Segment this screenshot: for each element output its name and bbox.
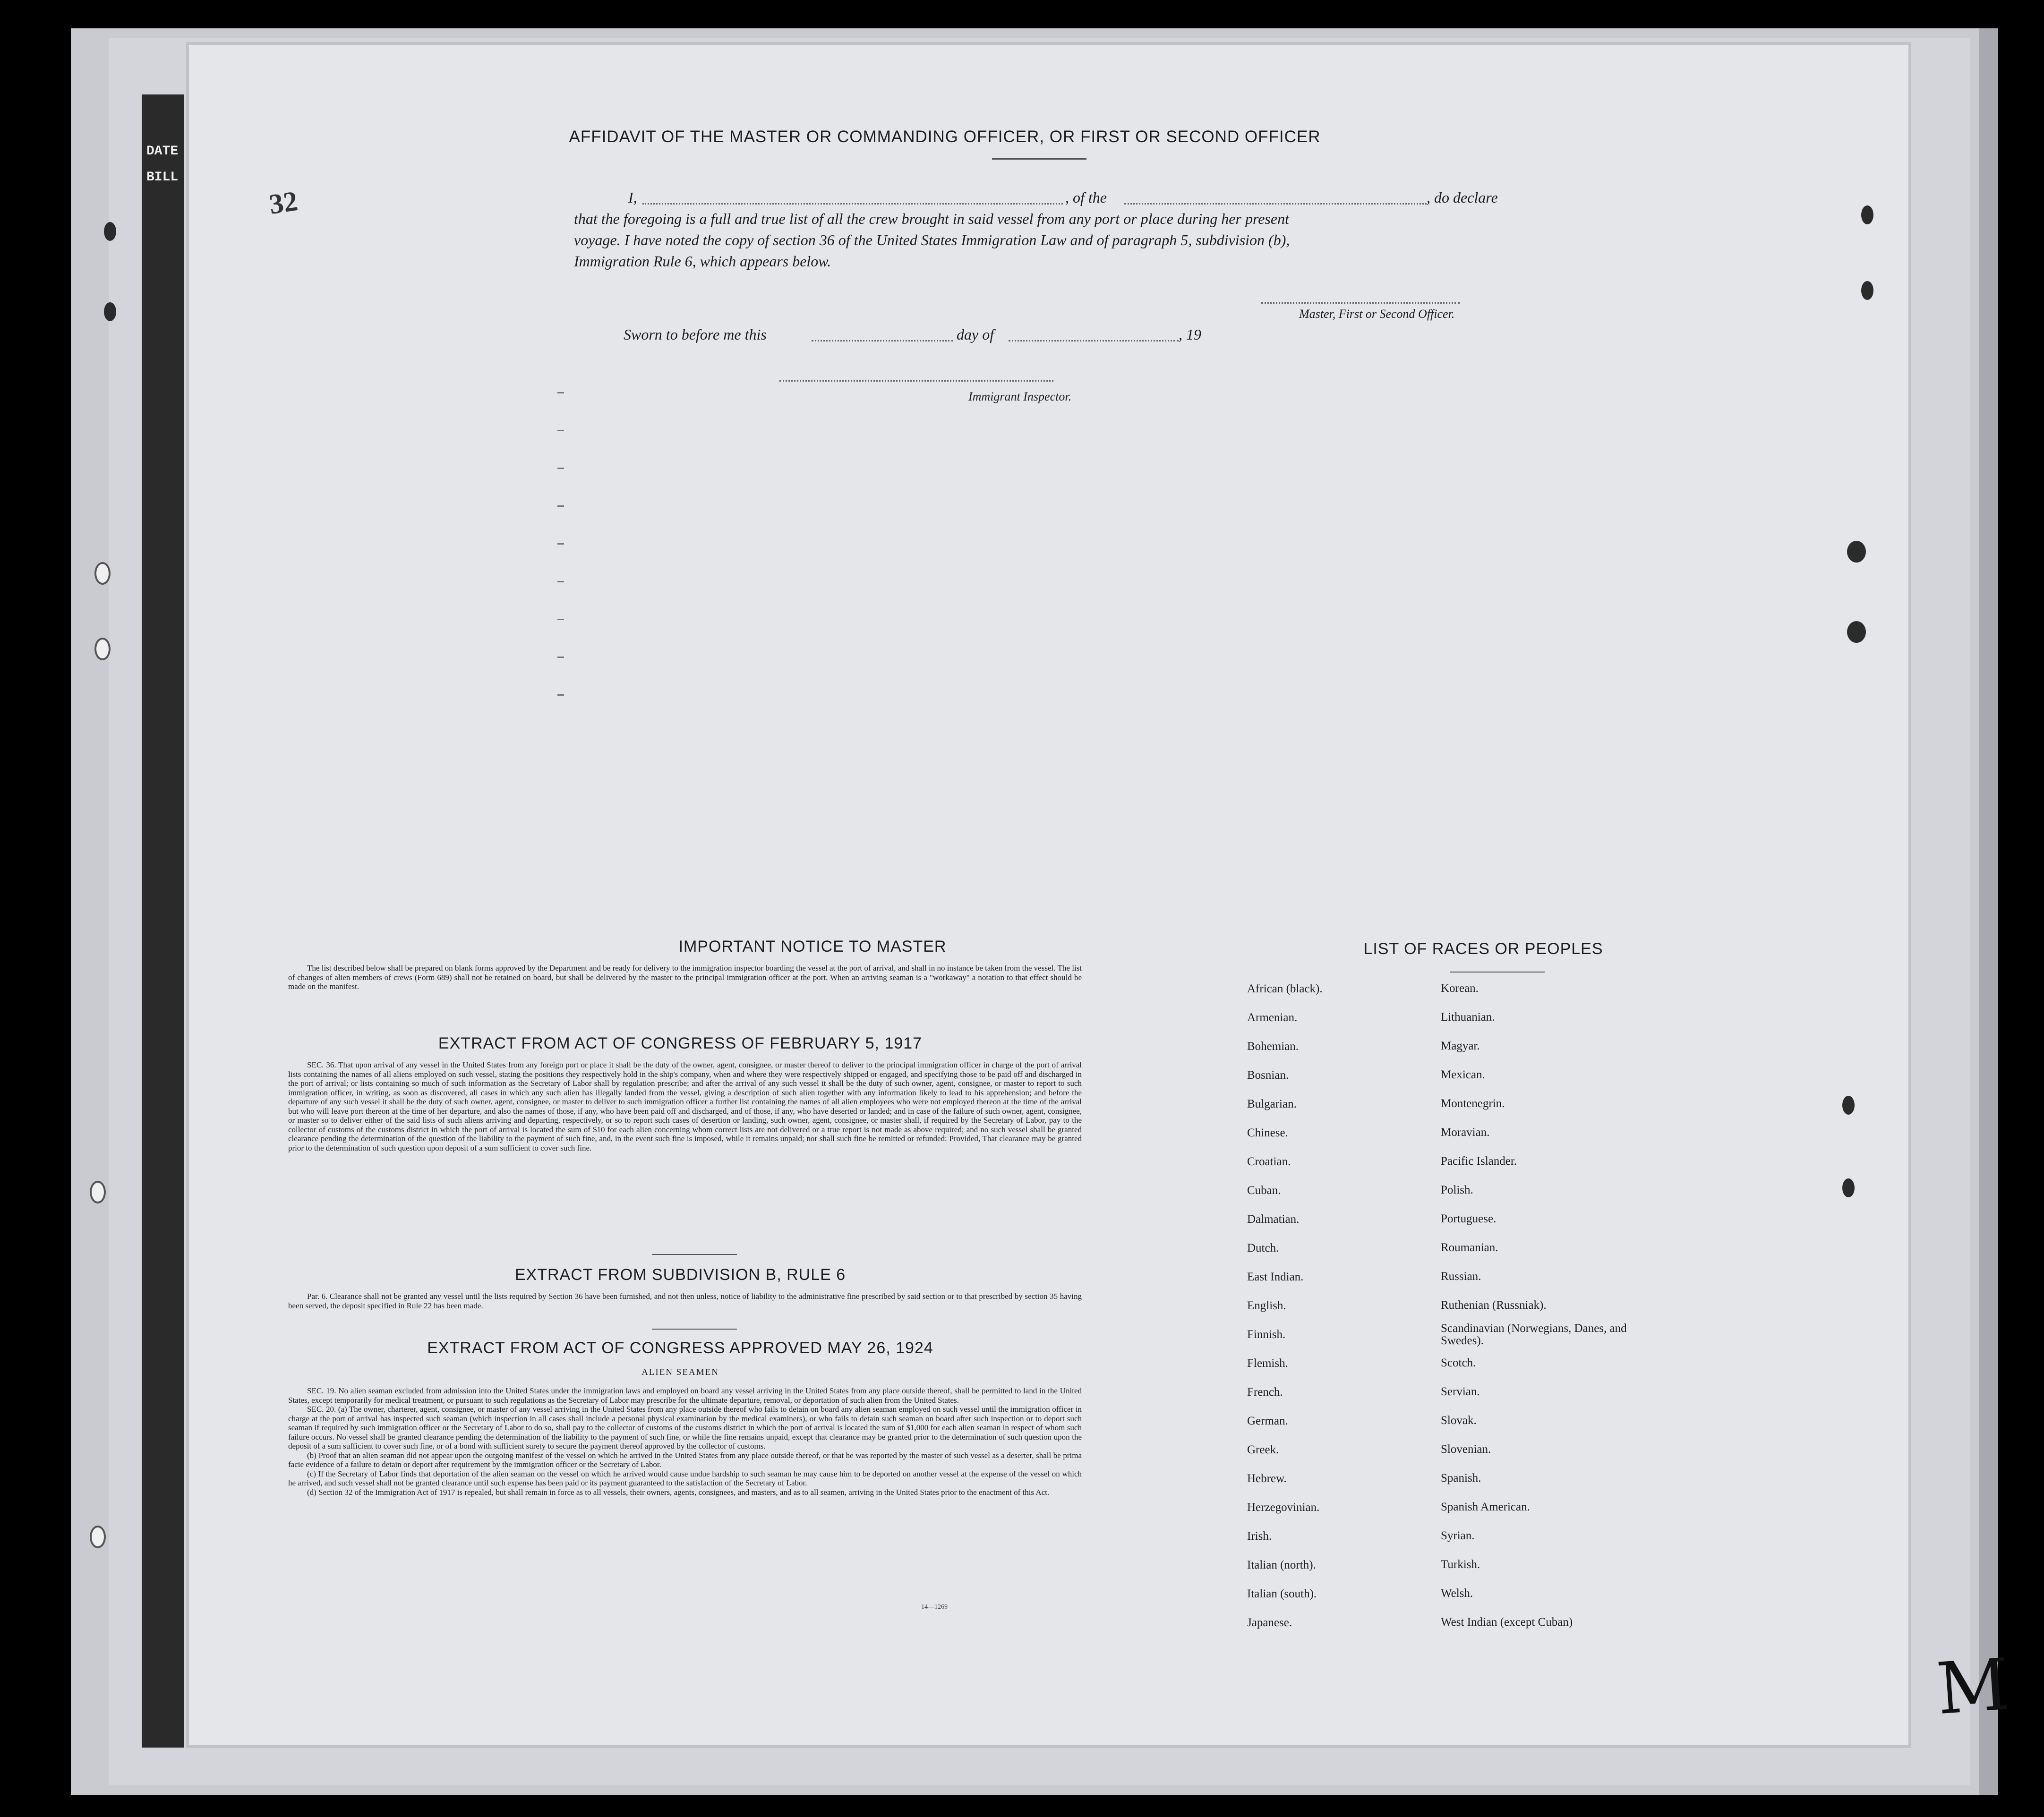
section-20d-paragraph: (d) Section 32 of the Immigration Act of 1917 is repealed, but shall remain in force as to all vessels, their owners, agents, consignees, and masters, and as to all seamen, arriving in the United States prior to the enactment of this Act. — [307, 1487, 1050, 1497]
race-item: Turkish. — [1441, 1558, 1480, 1571]
punch-hole — [1842, 1096, 1855, 1115]
race-item: Bohemian. — [1247, 1040, 1299, 1053]
affidavit-do-declare: , do declare — [1427, 189, 1498, 206]
race-item: Greek. — [1247, 1443, 1279, 1456]
section-20c-paragraph: (c) If the Secretary of Labor finds that deportation of the alien seaman on the vessel on which he arrived would cause undue hardship to such seaman he may cause him to be deported on another vessel at the expense of the vessel on which he arrived, and such vessel shall not be granted clearance until such expense has been paid or its payment guaranteed to the satisfaction of the Secretary of Labor. — [288, 1469, 1082, 1487]
race-item: Irish. — [1247, 1530, 1272, 1543]
day-of-label: day of — [957, 326, 994, 343]
extract-rule6-title: EXTRACT FROM SUBDIVISION B, RULE 6 — [514, 1266, 846, 1284]
race-item: Servian. — [1441, 1385, 1480, 1398]
binding-strip — [142, 94, 184, 1748]
race-item: Spanish. — [1441, 1472, 1481, 1484]
race-item: Bulgarian. — [1247, 1098, 1297, 1110]
vessel-blank — [1124, 203, 1427, 205]
form-page — [189, 45, 2012, 1745]
punch-hole — [94, 562, 111, 585]
affidavit-i: I, — [628, 189, 637, 206]
tick-mark — [557, 581, 564, 582]
form-number: 14—1269 — [921, 1604, 948, 1611]
race-item: Scandinavian (Norwegians, Danes, and Swedes). — [1441, 1322, 1627, 1347]
race-item: Mexican. — [1441, 1068, 1485, 1081]
race-item: Italian (north). — [1247, 1559, 1316, 1571]
stamp-number: 32 — [267, 185, 300, 220]
extract-1917-title: EXTRACT FROM ACT OF CONGRESS OF FEBRUARY 5, 1917 — [438, 1034, 923, 1052]
race-item: Roumanian. — [1441, 1241, 1498, 1254]
punch-hole — [94, 638, 111, 660]
race-item: Dalmatian. — [1247, 1213, 1300, 1226]
race-item: Spanish American. — [1441, 1501, 1530, 1513]
punch-hole — [90, 1526, 106, 1548]
margin-label-date: DATE — [146, 144, 179, 159]
tick-mark — [557, 619, 564, 620]
affidavit-of-the: , of the — [1065, 189, 1107, 206]
affidavit-title: AFFIDAVIT OF THE MASTER OR COMMANDING OFFICER, OR FIRST OR SECOND OFFICER — [569, 128, 1321, 146]
tick-mark — [557, 505, 564, 507]
punch-hole — [1842, 1178, 1855, 1197]
notice-paragraph: The list described below shall be prepared on blank forms approved by the Department and be ready for delivery to the immigration inspector boarding the vessel at the port of arrival, and shall in no instance be taken from the vessel. The list of changes of alien members of crews (Form 689) shall not be retained on board, but shall be delivered by the master to the principal immigration officer at the port. When an arriving seaman is a "workaway" a notation to that effect should be made on the manifest. — [288, 964, 1082, 991]
race-item: Dutch. — [1247, 1242, 1279, 1254]
race-item: Moravian. — [1441, 1126, 1490, 1139]
notice-text — [288, 964, 1082, 991]
race-item: African (black). — [1247, 982, 1323, 995]
tick-mark — [557, 694, 564, 696]
tick-mark — [557, 430, 564, 431]
race-item: Polish. — [1441, 1184, 1473, 1196]
tick-mark — [557, 657, 564, 658]
race-item: French. — [1247, 1386, 1283, 1399]
sworn-day-blank — [812, 340, 953, 341]
punch-hole — [1861, 205, 1873, 224]
sworn-month-blank — [1009, 340, 1179, 341]
punch-hole — [1847, 621, 1866, 643]
race-item: Welsh. — [1441, 1587, 1473, 1600]
inspector-signature-line — [779, 380, 1053, 382]
extract-1924-text — [288, 1386, 1082, 1497]
race-item: Croatian. — [1247, 1155, 1291, 1168]
sworn-label: Sworn to before me this — [624, 326, 767, 343]
affidavit-line-4: Immigration Rule 6, which appears below. — [574, 253, 831, 270]
race-item: Portuguese. — [1441, 1212, 1497, 1225]
race-item: Russian. — [1441, 1270, 1481, 1283]
divider — [992, 158, 1086, 160]
punch-hole — [104, 222, 116, 241]
races-title: LIST OF RACES OR PEOPLES — [1363, 940, 1603, 958]
punch-hole — [104, 302, 116, 321]
race-item: German. — [1247, 1415, 1288, 1427]
race-item: Slovenian. — [1441, 1443, 1491, 1456]
race-item: Cuban. — [1247, 1184, 1281, 1197]
punch-hole — [1861, 281, 1873, 300]
race-item: Japanese. — [1247, 1616, 1292, 1629]
race-item: Hebrew. — [1247, 1472, 1287, 1485]
notice-title: IMPORTANT NOTICE TO MASTER — [678, 938, 947, 955]
race-item: Flemish. — [1247, 1357, 1288, 1370]
handwritten-mark: M — [1934, 1643, 2012, 1731]
race-item: Bosnian. — [1247, 1069, 1289, 1082]
punch-hole — [1847, 541, 1866, 563]
tick-mark — [557, 543, 564, 545]
name-blank — [642, 203, 1063, 205]
margin-label-bill: BILL — [146, 170, 179, 185]
race-item: English. — [1247, 1299, 1286, 1312]
race-item: Pacific Islander. — [1441, 1155, 1517, 1168]
affidavit-line-3: voyage. I have noted the copy of section 36 of the United States Immigration Law and of paragraph 5, subdivision (b), — [574, 231, 1290, 248]
race-item: Slovak. — [1441, 1414, 1477, 1427]
race-item: Herzegovinian. — [1247, 1501, 1320, 1514]
race-item: Korean. — [1441, 982, 1479, 995]
race-item: Finnish. — [1247, 1328, 1286, 1341]
extract-1917-paragraph: SEC. 36. That upon arrival of any vessel in the United States from any foreign port or place it shall be the duty of the owner, agent, consignee, or master thereof to deliver to the principal immigration officer in charge of the port of arrival lists containing the names of all aliens employed on such vessel, stating the positions they respectively hold in the ship's company, when and where they were respectively shipped or engaged, and specifying those to be paid off and discharged in the port of arrival; or lists containing so much of such information as the Secretary of Labor shall by regulation prescribe; and after the arrival of any such vessel it shall be the duty of such owner, agent, consignee, or master to report to such immigration officer, in writing, as soon as discovered, all cases in which any such alien has illegally landed from the vessel, giving a description of such alien together with any information likely to lead to his apprehension; and before the departure of any such vessel it shall be the duty of such owner, agent, consignee, or master to deliver to such immigration officer a further list containing the names of all alien employees who were not employed thereon at the time of the arrival but who will leave port thereon at the time of her departure, and also the names of those, if any, who have been paid off and discharged, and of those, if any, who have deserted or landed; and in case of the failure of such owner, agent, consignee, or master so to deliver either of the said lists of such aliens arriving and departing, respectively, or so to report such cases of desertion or landing, such owner, agent, consignee, or master shall, if required by the Secretary of Labor, pay to the collector of customs of the customs district in which the port of arrival is located the sum of $10 for each alien concerning whom correct lists are not delivered or a true report is not made as above required; and no such vessel shall be granted clearance pending the determination of the question of the liability to the payment of such fine, and, in the event such fine is imposed, while it remains unpaid; nor shall such fine be remitted or refunded: Provided, That clearance may be granted prior to the determination of such question upon deposit of a sum sufficient to cover such fine. — [288, 1060, 1082, 1152]
inspector-caption: Immigrant Inspector. — [968, 390, 1072, 403]
race-item: West Indian (except Cuban) — [1441, 1616, 1573, 1629]
extract-1917-text — [288, 1060, 1082, 1152]
punch-hole — [90, 1181, 106, 1203]
tick-mark — [557, 392, 564, 393]
race-item: East Indian. — [1247, 1271, 1304, 1283]
race-item: Syrian. — [1441, 1529, 1475, 1542]
race-item: Lithuanian. — [1441, 1011, 1495, 1024]
extract-rule6-text — [288, 1292, 1082, 1310]
race-item: Montenegrin. — [1441, 1097, 1505, 1110]
tick-mark — [557, 468, 564, 469]
extract-rule6-paragraph: Par. 6. Clearance shall not be granted any vessel until the lists required by Section 36 have been furnished, and not then unless, notice of liability to the administrative fine prescribed by said section or to that prescribed by section 35 having been served, the deposit specified in Rule 22 has been made. — [288, 1292, 1082, 1310]
race-item: Italian (south). — [1247, 1587, 1317, 1600]
race-item: Chinese. — [1247, 1126, 1288, 1139]
divider — [652, 1254, 737, 1255]
master-signature-line — [1261, 302, 1460, 304]
race-item: Scotch. — [1441, 1356, 1476, 1369]
alien-seamen-heading: ALIEN SEAMEN — [641, 1367, 719, 1377]
master-signature-caption: Master, First or Second Officer. — [1299, 307, 1455, 321]
race-item: Armenian. — [1247, 1011, 1298, 1024]
race-item: Magyar. — [1441, 1040, 1480, 1052]
divider — [652, 1329, 737, 1330]
extract-1924-title: EXTRACT FROM ACT OF CONGRESS APPROVED MAY 26, 1924 — [427, 1339, 933, 1357]
year-label: , 19 — [1179, 326, 1201, 343]
race-item: Ruthenian (Russniak). — [1441, 1299, 1547, 1312]
section-19-paragraph: SEC. 19. No alien seaman excluded from admission into the United States under the immigration laws and employed on board any vessel arriving in the United States from any place outside thereof, shall be permitted to land in the United States, except temporarily for medical treatment, or pursuant to such regulations as the Secretary of Labor may prescribe for the ultimate departure, removal, or deportation of such alien from the United States. — [288, 1386, 1082, 1405]
affidavit-line-2: that the foregoing is a full and true list of all the crew brought in said vessel from any port or place during her present — [574, 210, 1289, 227]
section-20b-paragraph: (b) Proof that an alien seaman did not appear upon the outgoing manifest of the vessel on which he arrived in the United States from any place outside thereof, or that he was reported by the master of such vessel as a deserter, shall be prima facie evidence of a failure to detain or deport after requirement by the immigration officer or the Secretary of Labor. — [288, 1450, 1082, 1469]
section-20-paragraph: SEC. 20. (a) The owner, charterer, agent, consignee, or master of any vessel arriving in the United States from any place outside thereof who fails to detain on board any alien seaman employed on such vessel until the immigration officer in charge at the port of arrival has inspected such seaman (which inspection in all cases shall include a personal physical examination by the medical examiners), or who fails to detain such seaman on board after such inspection or to deport such seaman if required by such immigration officer or the Secretary of Labor to do so, shall pay to the collector of customs of the customs district in which the port of arrival is located the sum of $1,000 for each alien seaman in respect of whom such failure occurs. No vessel shall be granted clearance pending the determination of the liability to the payment of such fine, or while the fine remains unpaid, except that clearance may be granted prior to the determination of such question upon the deposit of a sum sufficient to cover such fine, or of a bond with sufficient surety to secure the payment thereof approved by the collector of customs. — [288, 1405, 1082, 1450]
